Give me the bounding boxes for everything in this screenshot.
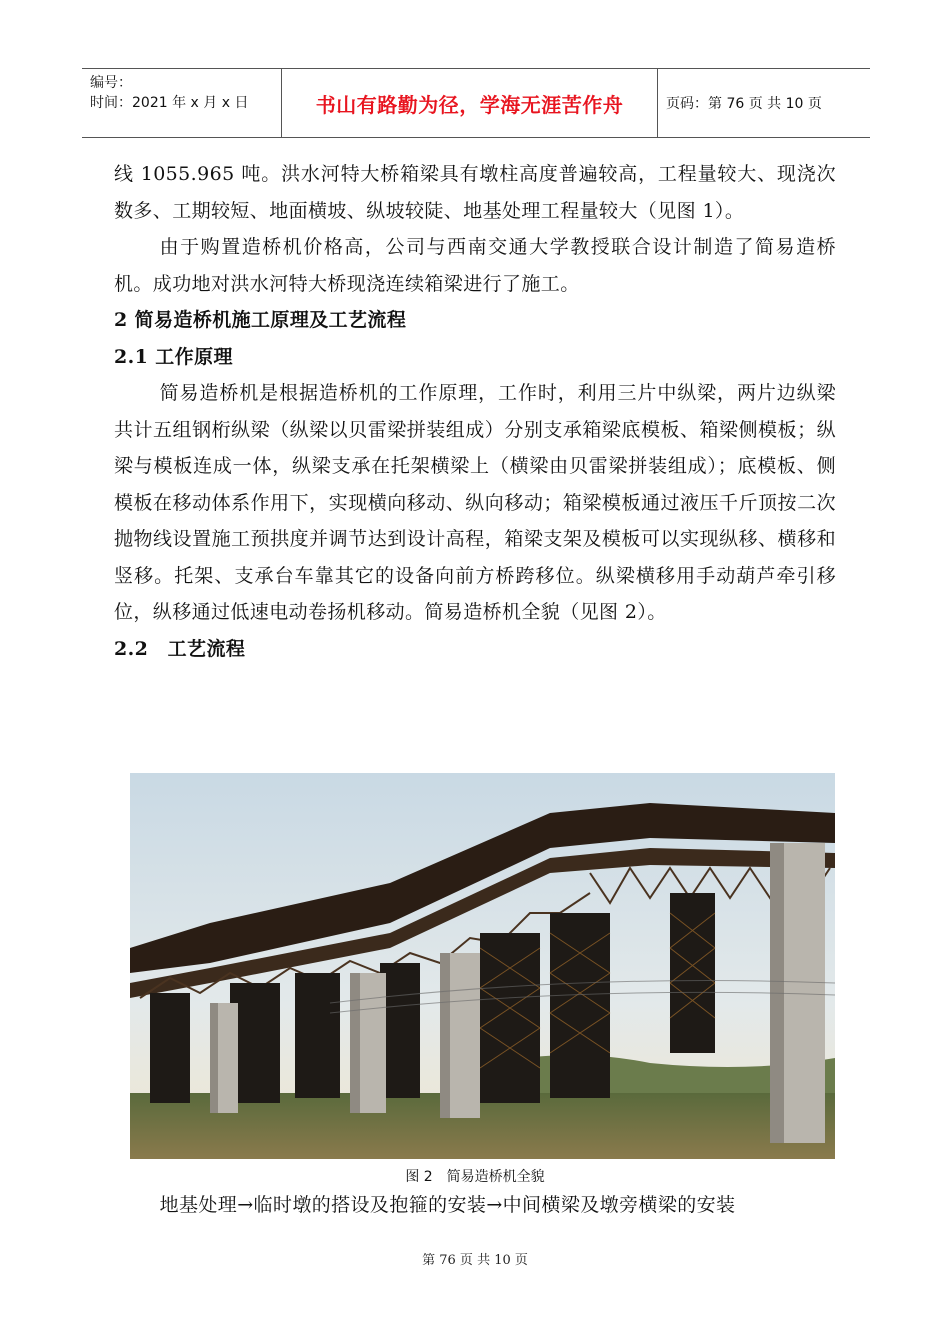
page-footer: 第 76 页 共 10 页 (422, 1253, 528, 1268)
bridge-photo (130, 773, 835, 1159)
section-2-2-title: 2.2 工艺流程 (114, 637, 246, 660)
section-2-1-text: 简易造桥机是根据造桥机的工作原理，工作时，利用三片中纵梁，两片边纵梁共计五组钢桁纵梁（纵梁以贝雷梁拼装组成）分别支承箱梁底模板、箱梁侧模板；纵梁与模板连成一体，纵梁支承在托架横梁上（横梁由贝雷梁拼装组成）；底模板、侧模板在移动体系作用下，实现横向移动、纵向移动；箱梁模板通过液压千斤顶按二次抛物线设置施工预拱度并调节达到设计高程，箱梁支架及模板可以实现纵移、横移和竖移。托架、支承台车靠其它的设备向前方桥跨移位。纵梁横移用手动葫芦牵引移位，纵移通过低速电动卷扬机移动。简易造桥机全貌（见图 2）。 (114, 382, 836, 623)
time-label: 时间：2021 年 x 月 x 日 (90, 95, 249, 111)
header-page-label: 页码：第 76 页 共 10 页 (666, 96, 822, 112)
number-label: 编号： (90, 75, 132, 91)
document-body (114, 156, 836, 667)
paragraph-1: 线 1055.965 吨。洪水河特大桥箱梁具有墩柱高度普遍较高，工程量较大、现浇次数多、工期较短、地面横坡、纵坡较陡、地基处理工程量较大（见图 1）。 (114, 163, 836, 222)
paragraph-2: 由于购置造桥机价格高，公司与西南交通大学教授联合设计制造了简易造桥机。成功地对洪水河特大桥现浇连续箱梁进行了施工。 (114, 236, 836, 295)
flow-text: 地基处理→临时墩的搭设及抱箍的安装→中间横梁及墩旁横梁的安装 (159, 1194, 736, 1216)
header-meta (82, 69, 282, 137)
section-2-title: 2 简易造桥机施工原理及工艺流程 (114, 309, 407, 331)
page-header (82, 68, 870, 138)
header-motto: 书山有路勤为径，学海无涯苦作舟 (282, 69, 658, 137)
section-2-1-title: 2.1 工作原理 (114, 345, 233, 368)
figure-caption: 图 2 简易造桥机全貌 (405, 1169, 545, 1185)
